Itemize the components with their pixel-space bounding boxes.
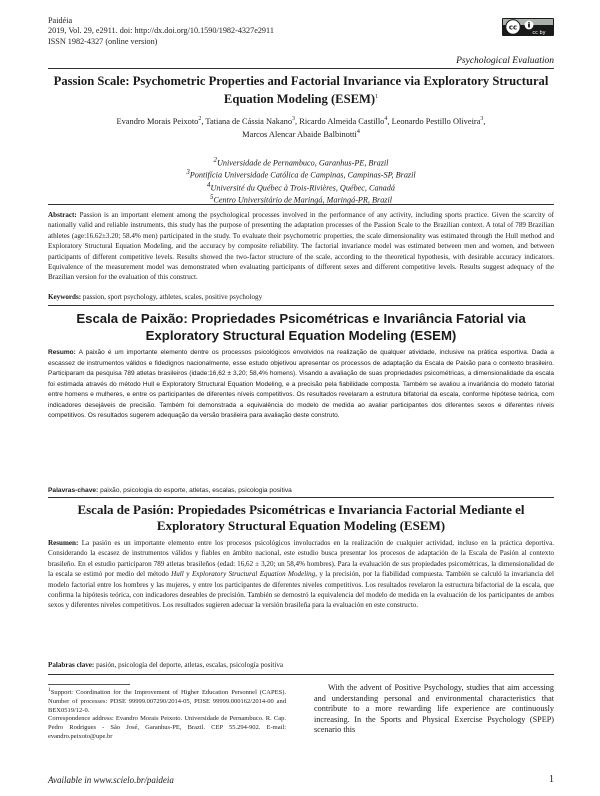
resumen-text: y: [183, 570, 192, 579]
journal-header: [48, 16, 274, 47]
palavras-chave-label: Palavras-chave:: [48, 487, 99, 494]
article-title-portuguese: Escala de Paixão: Propriedades Psicométricas e Invariância Fatorial via Exploratory Structural Equation Modeling (ESEM): [76, 311, 526, 343]
keywords-portuguese: [48, 486, 554, 495]
author: Ricardo Almeida Castillo$^4$,: [299, 116, 392, 126]
body-text: [314, 683, 554, 736]
resumo-text: A paixão é um importante elemento dentre os processos psicológicos envolvidos na realização de qualquer atividade, inclusive na prática esportiva. Dada a escassez de instrumentos válidos e fidedignos nacionalmente, esse estudo objetivou apresentar os processos de adaptação da Escala de Paixão para o contexto brasileiro. Participaram da pesquisa 789 atletas brasileiros (idade:16,62 ± 3,20; 58,4% homens). Visando a avaliação de suas propriedades psicométricas, a dimensionalidade da escala foi estimada através do método Hull e Exploratory Structural Equation Modeling, e a precisão pela fiabilidade composta. Também se avaliou a invariância do modelo fatorial entre homens e mulheres, e entre os participantes de diferentes níveis competitivos. Os resultados revelaram a estrutura bifatorial da escala, conforme hipótese teórica, com indicadores desejáveis de precisão. Também foi demonstrada a equivalência do modelo de medida ao avaliar participantes dos diferentes sexos e diferentes níveis competitivos. Os resultados sugerem adequação da versão brasileira para avaliação deste construto.: [48, 349, 555, 419]
resumen-text: , y la precisión, por la fiabilidad compuesta. También se calculó la invariancia del modelo factorial entre los hombres y las mujeres, y entre los participantes de diferentes niveles competitivos. Los resultados revelaron la estructura bifactorial de la escala, que confirma la hipótesis teórica, con indicadores deseables de precisión. También se demostró la equivalencia del modelo de medida en la evaluación de los participantes de ambos sexos y diferentes niveles competitivos. Los resultados sugieren adecuar la versión brasileña para la evaluación en este constructo.: [48, 570, 554, 610]
palabras-clave-text: pasión, psicología del deporte, atletas, escalas, psicología positiva: [96, 661, 284, 669]
intro-paragraph: With the advent of Positive Psychology, studies that aim accessing and understanding personal and environmental characteristics that contribute to a more rewarding life experience are continuously increasing. In the Sports and Physical Exercise Psychology (SPEP) scenario this: [314, 683, 554, 735]
abstract-english: [48, 210, 554, 283]
journal-name: Paidéia: [48, 16, 73, 25]
issn: ISSN 1982-4327 (online version): [48, 36, 158, 46]
header-rule: [48, 68, 554, 69]
article-title-spanish: Escala de Pasión: Propiedades Psicométricas e Invariancia Factorial Mediante el Exploratory Structural Equation Modeling (ESEM): [77, 502, 525, 534]
article-title-english: [48, 74, 554, 107]
svg-text:cc: cc: [508, 23, 518, 32]
palabras-clave-label: Palabras clave:: [48, 661, 95, 669]
keywords-text: passion, sport psychology, athletes, scales, positive psychology: [82, 293, 263, 301]
abstract-portuguese: [48, 348, 554, 422]
page-number: 1: [549, 774, 554, 785]
resumo-label: Resumo:: [48, 349, 76, 356]
affiliation: $^4$Université du Québec à Trois-Rivières, Québec, Canadá: [207, 181, 395, 193]
cc-by-icon: [502, 18, 554, 36]
footnote-rule: [48, 684, 130, 685]
cc-badge-label: cc by: [532, 30, 546, 36]
availability-link[interactable]: Available in www.scielo.br/paideia: [48, 775, 174, 785]
spanish-rule-bottom: [48, 674, 554, 675]
author: Marcos Alencar Abaide Balbinotti$^4$: [242, 129, 360, 140]
affiliation: $^5$Centro Universitário de Maringá, Maringá-PR, Brazil: [209, 193, 393, 205]
section-label: Psychological Evaluation: [456, 56, 554, 66]
resumen-italic: Exploratory Structural Equation Modeling: [191, 570, 316, 579]
affiliation: $^3$Pontifícia Universidade Católica de Campinas, Campinas-SP, Brazil: [186, 169, 416, 181]
portuguese-rule-bottom: [48, 497, 554, 498]
english-rule-bottom: [48, 305, 554, 306]
title-text: Passion Scale: Psychometric Properties and Factorial Invariance via Exploratory Structural Equation Modeling (ESEM): [53, 74, 549, 106]
author-list: [48, 114, 554, 141]
title-footnote-mark[interactable]: 1: [375, 93, 379, 100]
affiliation: $^2$Universidade de Pernambuco, Garanhus-PE, Brazil: [213, 157, 389, 168]
keywords-spanish: [48, 661, 554, 670]
author: Tatiana de Cássia Nakano$^3$,: [205, 116, 300, 126]
resumen-label: Resumen:: [48, 539, 79, 547]
keywords-english: [48, 293, 554, 302]
footnote-correspondence: Correspondence address: Evandro Morais Peixoto. Universidade de Pernambuco. R. Cap. Pedro Rodrigues - São José, Garanhus-PE, Brazil. CEP 55.294-902. E-mail: evandro.peixoto@upe.br: [48, 715, 286, 740]
abstract-spanish: [48, 538, 554, 611]
author: Leonardo Pestillo Oliveira$^3$,: [391, 116, 486, 126]
abstract-text: Passion is an important element among the psychological processes involved in the performance of any activity, including sports practice. Given the scarcity of nationally valid and reliable instruments, this study has the purpose of presenting the adaptation processes of the Passion Scale to the Brazilian context. A total of 789 Brazilian athletes (age:16.62±3.20; 58.4% men) participated in the study. To evaluate their psychometric properties, the scale dimensionality was estimated through the Hull method and Exploratory Structural Equation Modeling, and the accuracy by composite reliability. The factorial invariance model was estimated between men and women, and between participants of different competitive levels. Results showed the two-factor structure of the scale, according to the theoretical hypothesis, with desirable accuracy indicators. Equivalence of the measurement model was demonstrated when evaluating participants of different sexes and different competitive levels. Results suggest adequacy of the Brazilian version for the evaluation of this construct.: [48, 211, 555, 282]
keywords-label: Keywords:: [48, 293, 82, 301]
footnote: [48, 686, 286, 741]
abstract-label: Abstract:: [48, 211, 77, 219]
palavras-chave-text: paixão, psicologia do esporte, atletas, escalas, psicologia positiva: [100, 487, 292, 494]
author: Evandro Morais Peixoto$^2$,: [116, 116, 206, 126]
citation-doi[interactable]: 2019, Vol. 29, e2911. doi: http://dx.doi.org/10.1590/1982-4327e2911: [48, 26, 274, 36]
resumen-italic: Hull: [171, 570, 184, 579]
abstract-rule-top: [48, 204, 554, 205]
cc-license-badge[interactable]: [502, 18, 554, 36]
affiliations: [48, 156, 554, 205]
resumen-text: La pasión es un importante elemento entre los procesos psicológicos involucrados en la realización de cualquier actividad, incluso en la práctica deportiva. Considerando la escasez de instrumentos válidos y fiables en ámbito nacional, este estudio busca presentar los procesos de adaptación de la Escala de Pasión al contexto brasileño. En el estudio participaron 789 atletas brasileños (edad: 16,62 ± 3,20; un 58,4% hombres). Para la evaluación de sus propiedades psicométricas, la dimensionalidad de la escala se estimó por medio del método: [48, 539, 554, 579]
footnote-support: $^1$Support: Coordination for the Improvement of Higher Education Personnel (CAPES). Number of processes: PDSE 99999.007290/2014-05, PDSE 99999.000162/2014-00 and BEX0519/12-0.: [48, 687, 286, 714]
